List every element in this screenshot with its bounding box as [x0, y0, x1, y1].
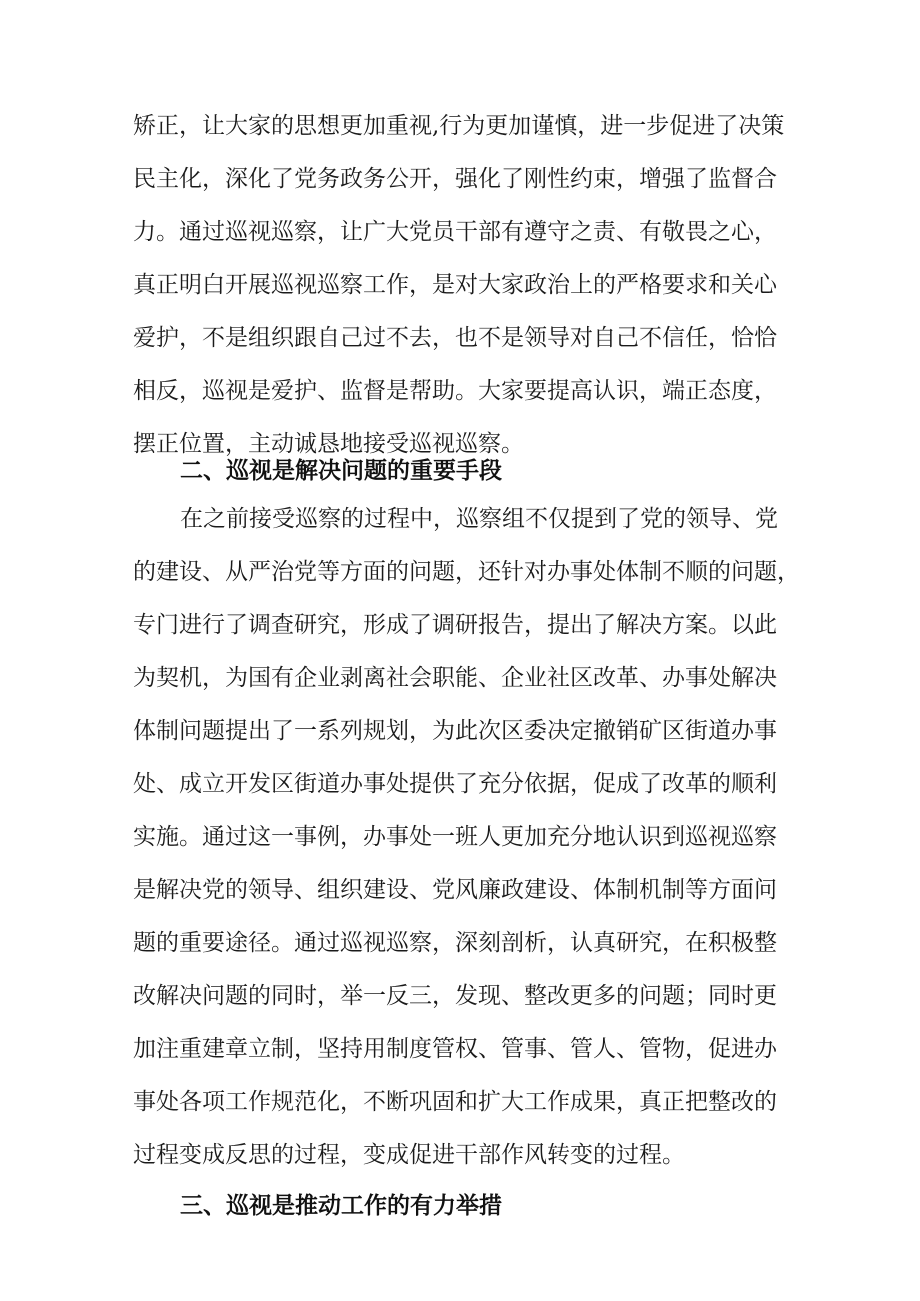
paragraph-line: 力。通过巡视巡察，让广大党员干部有遵守之责、有敬畏之心， — [133, 219, 777, 245]
paragraph-line: 是解决党的领导、组织建设、党风廉政建设、体制机制等方面问 — [133, 877, 777, 903]
paragraph-line: 为契机，为国有企业剥离社会职能、企业社区改革、办事处解决 — [133, 665, 777, 691]
paragraph-line: 实施。通过这一事例，办事处一班人更加充分地认识到巡视巡察 — [133, 824, 777, 850]
paragraph-line: 处、成立开发区街道办事处提供了充分依据，促成了改革的顺利 — [133, 771, 777, 797]
paragraph-line: 体制问题提出了一系列规划，为此次区委决定撤销矿区街道办事 — [133, 718, 777, 744]
paragraph-line: 专门进行了调查研究，形成了调研报告，提出了解决方案。以此 — [133, 612, 777, 638]
paragraph-line: 真正明白开展巡视巡察工作，是对大家政治上的严格要求和关心 — [133, 272, 777, 298]
paragraph-line: 改解决问题的同时，举一反三，发现、整改更多的问题；同时更 — [133, 983, 777, 1009]
section-heading-3: 三、巡视是推动工作的有力举措 — [180, 1193, 502, 1219]
section-heading-2: 二、巡视是解决问题的重要手段 — [180, 458, 502, 484]
paragraph-line: 的建设、从严治党等方面的问题，还针对办事处体制不顺的问题， — [133, 559, 800, 585]
paragraph-line: 事处各项工作规范化，不断巩固和扩大工作成果，真正把整改的 — [133, 1089, 777, 1115]
paragraph-line: 民主化，深化了党务政务公开，强化了刚性约束，增强了监督合 — [133, 166, 777, 192]
paragraph-line: 题的重要途径。通过巡视巡察，深刻剖析，认真研究，在积极整 — [133, 930, 777, 956]
paragraph-line: 过程变成反思的过程，变成促进干部作风转变的过程。 — [133, 1142, 685, 1168]
paragraph-line: 矫正，让大家的思想更加重视,行为更加谨慎，进一步促进了决策 — [133, 113, 785, 139]
paragraph-line: 摆正位置，主动诚恳地接受巡视巡察。 — [133, 431, 524, 457]
paragraph-line: 相反，巡视是爱护、监督是帮助。大家要提高认识，端正态度， — [133, 378, 777, 404]
paragraph-line: 爱护，不是组织跟自己过不去，也不是领导对自己不信任，恰恰 — [133, 325, 777, 351]
paragraph-line: 加注重建章立制，坚持用制度管权、管事、管人、管物，促进办 — [133, 1036, 777, 1062]
paragraph-line: 在之前接受巡察的过程中，巡察组不仅提到了党的领导、党 — [180, 506, 778, 532]
